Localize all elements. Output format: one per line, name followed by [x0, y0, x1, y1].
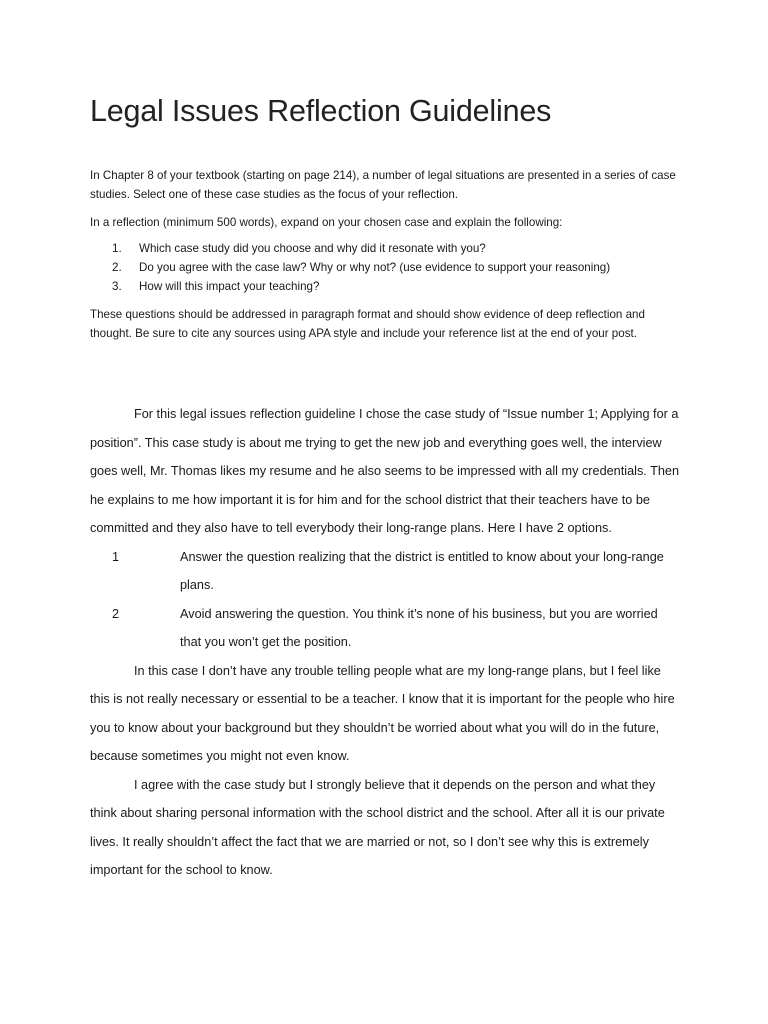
option-number: 2	[112, 606, 120, 621]
question-number: 3.	[112, 280, 122, 293]
question-text: How will this impact your teaching?	[139, 280, 320, 293]
intro-paragraph: In Chapter 8 of your textbook (starting on page 214), a number of legal situations are presented in a series of case studies. Select one of these case studies as the focus of your reflection.	[90, 169, 676, 201]
question-text: Which case study did you choose and why did it resonate with you?	[139, 242, 486, 255]
question-item	[90, 277, 680, 296]
option-item	[90, 600, 680, 657]
option-text: Avoid answering the question. You think it’s none of his business, but you are worried that you won’t get the position.	[180, 606, 658, 649]
essay-body	[90, 400, 680, 885]
intro-paragraph: In a reflection (minimum 500 words), expand on your chosen case and explain the following:	[90, 216, 563, 229]
question-item	[90, 258, 680, 277]
option-text: Answer the question realizing that the district is entitled to know about your long-range plans.	[180, 549, 664, 592]
essay-paragraph: In this case I don’t have any trouble telling people what are my long-range plans, but I feel like this is not really necessary or essential to be a teacher. I know that it is important for the people who hire you to know about your background but they shouldn’t be worried about what you will do in the future, because sometimes you might not even know.	[90, 663, 675, 763]
question-number: 2.	[112, 261, 122, 274]
question-number: 1.	[112, 242, 122, 255]
directions-paragraph: These questions should be addressed in paragraph format and should show evidence of deep reflection and thought. Be sure to cite any sources using APA style and include your reference list at the end of your post.	[90, 308, 645, 340]
question-list	[90, 239, 680, 296]
option-number: 1	[112, 549, 120, 564]
option-item	[90, 543, 680, 600]
essay-paragraph: For this legal issues reflection guideline I chose the case study of “Issue number 1; Applying for a position”. This case study is about me trying to get the new job and everything goes well, the interview goes well, Mr. Thomas likes my resume and he also seems to be impressed with all my credentials. Then he explains to me how important it is for him and for the school district that their teachers have to be committed and they also have to tell everybody their long-range plans. Here I have 2 options.	[90, 407, 680, 535]
essay-paragraph: I agree with the case study but I strongly believe that it depends on the person and what they think about sharing personal information with the school district and the school. After all it is our private lives. It really shouldn’t affect the fact that we are married or not, so I don’t see why this is extremely important for the school to know.	[90, 777, 665, 877]
assignment-instructions	[90, 166, 680, 352]
document-title: Legal Issues Reflection Guidelines	[90, 94, 552, 128]
question-text: Do you agree with the case law? Why or why not? (use evidence to support your reasoning)	[139, 261, 611, 274]
question-item	[90, 239, 680, 258]
